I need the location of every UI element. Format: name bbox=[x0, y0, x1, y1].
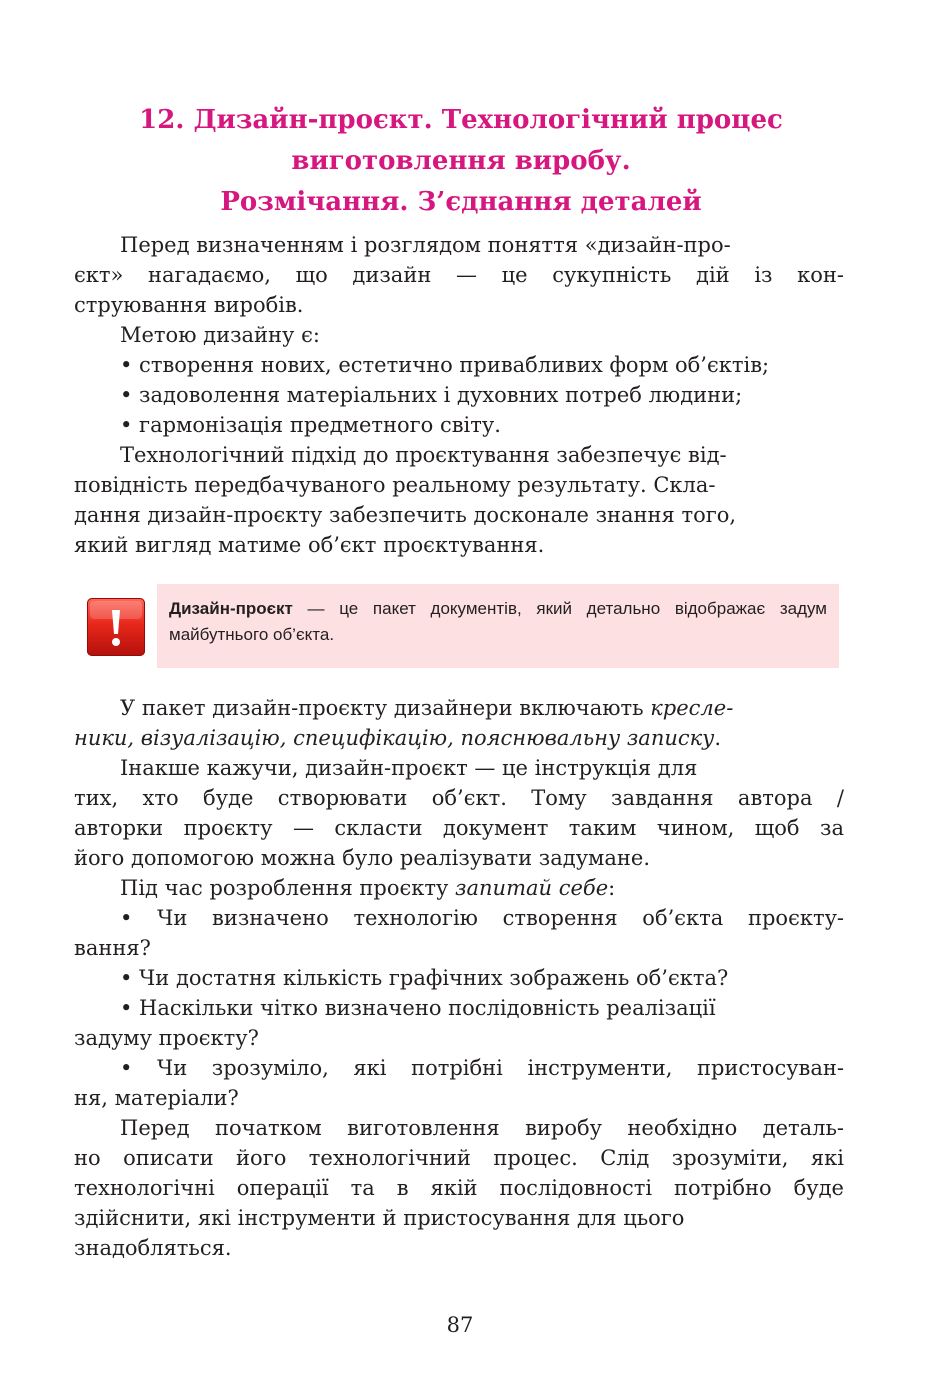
text-line: вання? bbox=[74, 936, 151, 960]
title-line-2: виготовлення виробу. bbox=[291, 146, 631, 176]
question-item: • Чи визначено технологію створення об’єкта проєкту- bbox=[120, 906, 845, 930]
text-line: Технологічний підхід до проєктування забезпечує від- bbox=[120, 443, 727, 467]
bullet-item: • створення нових, естетично привабливих форм об’єктів; bbox=[120, 353, 770, 377]
italic-span: запитай себе bbox=[455, 876, 609, 900]
text-span: У пакет дизайн-проєкту дизайнери включають bbox=[120, 696, 651, 720]
exclamation-warning-icon bbox=[87, 598, 145, 656]
text-line: струювання виробів. bbox=[74, 293, 304, 317]
text-line: тих, хто буде створювати об’єкт. Тому завдання автора / bbox=[74, 786, 844, 810]
text-span: . bbox=[714, 726, 722, 750]
definition-body: — це пакет документів, який детально відображає задум майбутнього об’єкта. bbox=[169, 599, 827, 644]
text-line: Перед визначенням і розглядом поняття «дизайн-про- bbox=[120, 233, 731, 257]
bullet-item: • гармонізація предметного світу. bbox=[120, 413, 501, 437]
text-span: : bbox=[608, 876, 616, 900]
text-line: повідність передбачуваного реальному результату. Скла- bbox=[74, 473, 716, 497]
text-line: технологічні операції та в якій послідовності потрібно буде bbox=[74, 1176, 844, 1200]
text-line: його допомогою можна було реалізувати задумане. bbox=[74, 846, 651, 870]
text-line: задуму проєкту? bbox=[74, 1026, 259, 1050]
text-line bbox=[74, 873, 844, 903]
page-number: 87 bbox=[446, 1313, 474, 1337]
question-item: • Наскільки чітко визначено послідовність реалізації bbox=[120, 996, 716, 1020]
definition-text bbox=[169, 596, 827, 648]
main-section bbox=[74, 693, 844, 1263]
text-line: який вигляд матиме об’єкт проєктування. bbox=[74, 533, 545, 557]
text-line: Перед початком виготовлення виробу необхідно деталь- bbox=[120, 1116, 844, 1140]
text-line: ня, матеріали? bbox=[74, 1086, 239, 1110]
text-line: Метою дизайну є: bbox=[120, 323, 320, 347]
text-line: авторки проєкту — скласти документ таким чином, щоб за bbox=[74, 816, 844, 840]
text-line bbox=[74, 723, 844, 753]
question-item: • Чи зрозуміло, які потрібні інструменти, пристосуван- bbox=[120, 1056, 844, 1080]
title-line-1: 12. Дизайн-проєкт. Технологічний процес bbox=[139, 105, 783, 135]
title-line-3: Розмічання. З’єднання деталей bbox=[220, 187, 702, 217]
text-line: здійснити, які інструменти й пристосування для цього bbox=[74, 1206, 685, 1230]
text-line: но описати його технологічний процес. Слід зрозуміти, які bbox=[74, 1146, 844, 1170]
question-item: • Чи достатня кількість графічних зображень об’єкта? bbox=[120, 966, 729, 990]
definition-term: Дизайн-проєкт bbox=[169, 599, 293, 618]
intro-section bbox=[74, 230, 844, 560]
definition-box bbox=[157, 584, 839, 668]
text-line: єкт» нагадаємо, що дизайн — це сукупність дій із кон- bbox=[74, 263, 845, 287]
text-span: Під час розроблення проєкту bbox=[120, 876, 456, 900]
italic-span: ники, візуалізацію, специфікацію, пояснювальну записку bbox=[74, 726, 715, 750]
text-line: Інакше кажучи, дизайн-проєкт — це інструкція для bbox=[120, 756, 698, 780]
bullet-item: • задоволення матеріальних і духовних потреб людини; bbox=[120, 383, 743, 407]
italic-span: кресле- bbox=[650, 696, 734, 720]
text-line: дання дизайн-проєкту забезпечить досконале знання того, bbox=[74, 503, 737, 527]
text-line bbox=[74, 693, 844, 723]
page-title bbox=[60, 100, 862, 223]
text-line: знадобляться. bbox=[74, 1236, 232, 1260]
